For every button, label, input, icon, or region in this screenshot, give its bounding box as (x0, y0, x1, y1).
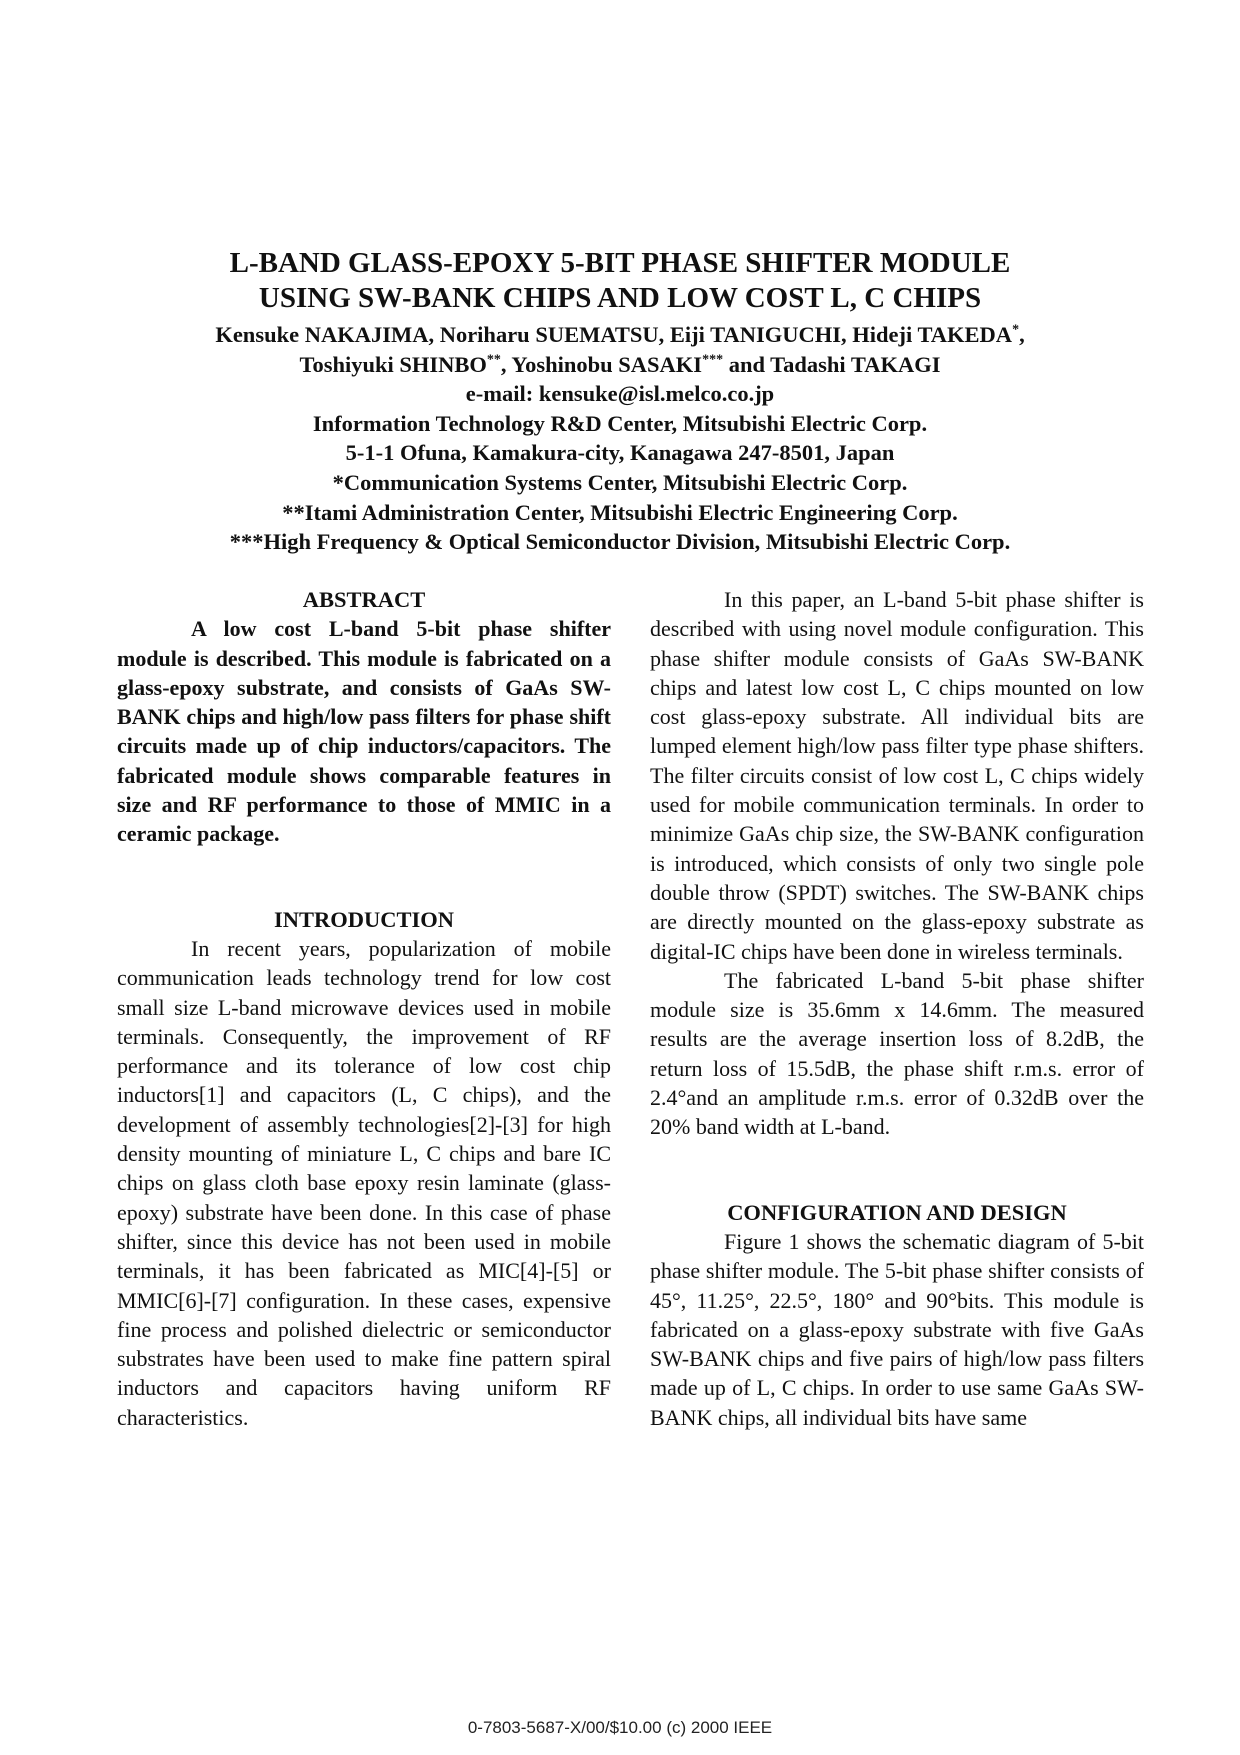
section-spacer (650, 1142, 1144, 1198)
abstract-heading: ABSTRACT (302, 587, 426, 612)
introduction-paragraph-3: The fabricated L-band 5-bit phase shifter module size is 35.6mm x 14.6mm. The measured results are the average insertion loss of 8.2dB, the return loss of 15.5dB, the phase shift r.m.s. error of 2.4°and an amplitude r.m.s. error of 0.32dB over the 20% band width at L-band. (650, 967, 1144, 1140)
authors-line-1 (100, 320, 1140, 350)
author-footnote-mark: *** (702, 352, 724, 368)
author-footnote-mark: * (1012, 322, 1020, 338)
affiliation-2: 5-1-1 Ofuna, Kamakura-city, Kanagawa 247-8501, Japan (345, 440, 895, 466)
section-spacer (117, 849, 611, 905)
configuration-paragraph-1: Figure 1 shows the schematic diagram of 5-bit phase shifter module. The 5-bit phase shifter consists of 45°, 11.25°, 22.5°, 180° and 90°bits. This module is fabricated on a glass-epoxy substrate with five GaAs SW-BANK chips and five pairs of high/low pass filters made up of L, C chips. In order to use same GaAs SW-BANK chips, all individual bits have same (650, 1228, 1144, 1430)
authors-line-2 (100, 350, 1140, 380)
authors-line-1-text: Kensuke NAKAJIMA, Noriharu SUEMATSU, Eiji TANIGUCHI, Hideji TAKEDA (215, 322, 1013, 347)
copyright-footer: 0-7803-5687-X/00/$10.00 (c) 2000 IEEE (467, 1718, 773, 1737)
introduction-heading: INTRODUCTION (273, 906, 455, 932)
introduction-paragraph-1: In recent years, popularization of mobile communication leads technology trend for low cost small size L-band microwave devices used in mobile terminals. Consequently, the improvement of RF performance and its tolerance of low cost chip inductors[1] and capacitors (L, C chips), and the development of assembly technologies[2]-[3] for high density mounting of miniature L, C chips and bare IC chips on glass cloth base epoxy resin laminate (glass-epoxy) substrate have been done. In this case of phase shifter, since this device has not been used in mobile terminals, it has been fabricated as MIC[4]-[5] or MMIC[6]-[7] configuration. In these cases, expensive fine process and polished dielectric or semiconductor substrates have been used to make fine pattern spiral inductors and capacitors having uniform RF characteristics. (117, 935, 611, 1430)
affiliation-1: Information Technology R&D Center, Mitsubishi Electric Corp. (312, 410, 928, 436)
authors-line-2-text-a: Toshiyuki SHINBO (299, 351, 487, 377)
authors-line-1-comma: , (1019, 322, 1025, 347)
authors-line-2-text-b: , Yoshinobu SASAKI (500, 351, 703, 377)
right-column (650, 585, 1144, 1432)
affiliation-4: **Itami Administration Center, Mitsubishi Electric Engineering Corp. (282, 499, 958, 525)
author-footnote-mark: ** (486, 352, 501, 368)
authors-line-2-text-c: and Tadashi TAKAGI (723, 351, 941, 377)
title-line-1: L-BAND GLASS-EPOXY 5-BIT PHASE SHIFTER MODULE (229, 247, 1011, 279)
author-list (100, 320, 1140, 379)
paper-header (100, 246, 1140, 557)
configuration-heading: CONFIGURATION AND DESIGN (727, 1199, 1067, 1225)
email-line: e-mail: kensuke@isl.melco.co.jp (465, 381, 775, 407)
title-line-2: USING SW-BANK CHIPS AND LOW COST L, C CHIPS (258, 282, 982, 314)
introduction-paragraph-2: In this paper, an L-band 5-bit phase shifter is described with using novel module configuration. This phase shifter module consists of GaAs SW-BANK chips and latest low cost L, C chips mounted on low cost glass-epoxy substrate. All individual bits are lumped element high/low pass filter type phase shifters. The filter circuits consist of low cost L, C chips widely used for mobile communication terminals. In order to minimize GaAs chip size, the SW-BANK configuration is introduced, which consists of only two single pole double throw (SPDT) switches. The SW-BANK chips are directly mounted on the glass-epoxy substrate as digital-IC chips have been done in wireless terminals. (650, 587, 1144, 964)
paper-title (100, 246, 1140, 316)
left-column (117, 585, 611, 1432)
affiliation-5: ***High Frequency & Optical Semiconductor Division, Mitsubishi Electric Corp. (229, 529, 1011, 555)
affiliation-3: *Communication Systems Center, Mitsubishi Electric Corp. (332, 469, 908, 495)
abstract-body: A low cost L-band 5-bit phase shifter module is described. This module is fabricated on a glass-epoxy substrate, and consists of GaAs SW-BANK chips and high/low pass filters for phase shift circuits made up of chip inductors/capacitors. The fabricated module shows comparable features in size and RF performance to those of MMIC in a ceramic package. (117, 616, 611, 847)
